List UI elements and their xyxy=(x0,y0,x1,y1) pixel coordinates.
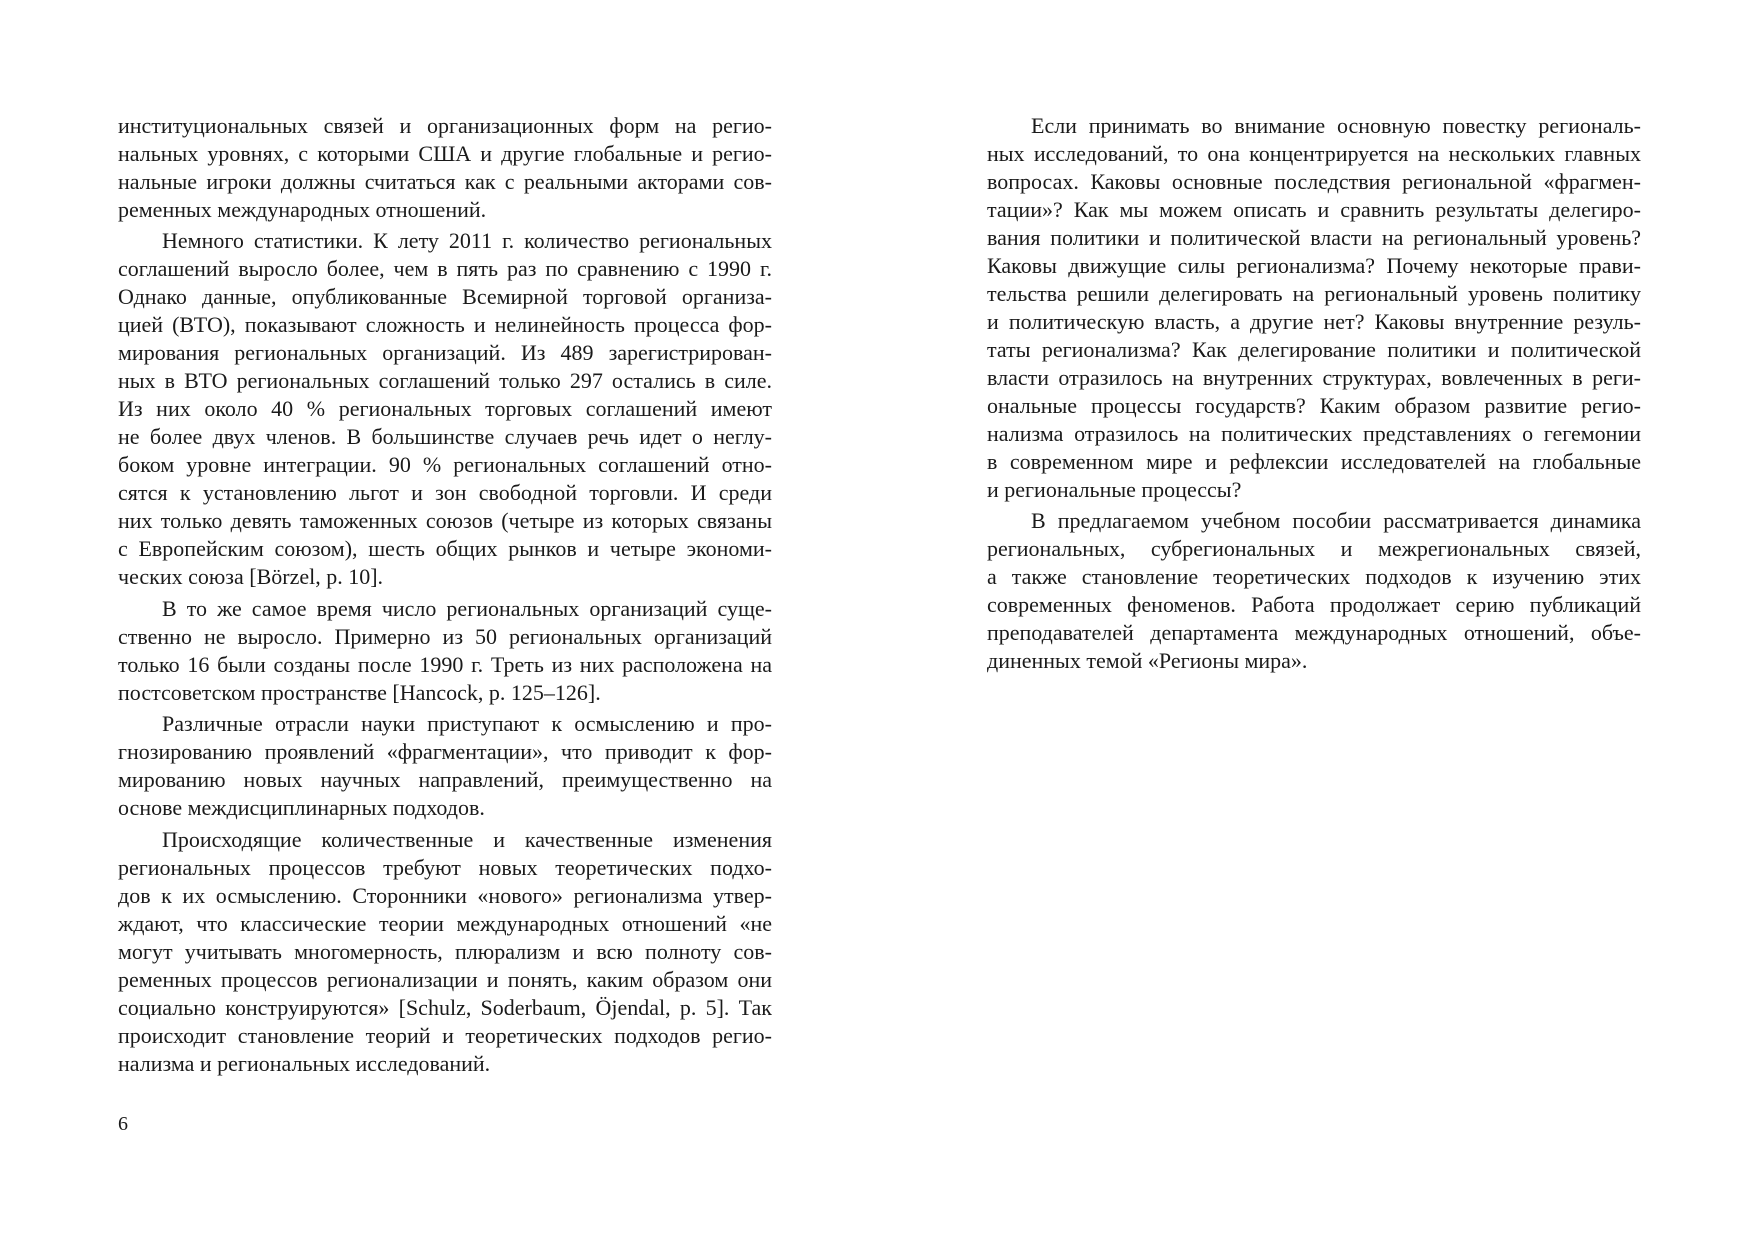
text-line: и региональные процессы? xyxy=(987,477,1242,502)
text-line: нальные игроки должны считаться как с реальными акторами сов- xyxy=(118,169,772,194)
text-line: гнозированию проявлений «фрагментации», что приводит к фор- xyxy=(118,739,772,765)
text-line: Однако данные, опубликованные Всемирной торговой организа- xyxy=(118,284,772,310)
text-line: Из них около 40 % региональных торговых соглашений имеют xyxy=(118,396,772,422)
left-page-text xyxy=(118,112,772,1078)
text-line: тельства решили делегировать на региональный уровень политику xyxy=(987,281,1641,306)
text-line: мированию новых научных направлений, преимущественно на xyxy=(118,767,772,793)
text-line: таты регионализма? Как делегирование политики и политической xyxy=(987,337,1641,362)
text-line: тации»? Как мы можем описать и сравнить результаты делегиро- xyxy=(987,197,1641,222)
text-line: соглашений выросло более, чем в пять раз по сравнению с 1990 г. xyxy=(118,256,772,282)
text-line: происходит становление теорий и теоретических подходов регио- xyxy=(118,1022,772,1048)
page-number: 6 xyxy=(118,1113,128,1135)
text-line: социально конструируются» [Schulz, Soderbaum, Öjendal, p. 5]. Так xyxy=(118,994,772,1020)
text-line: ственно не выросло. Примерно из 50 региональных организаций xyxy=(118,623,772,649)
text-line: Если принимать во внимание основную повестку региональ- xyxy=(1031,113,1641,138)
text-line: мирования региональных организаций. Из 489 зарегистрирован- xyxy=(118,340,772,366)
text-line: могут учитывать многомерность, плюрализм и всю полноту сов- xyxy=(118,938,772,964)
text-line: постсоветском пространстве [Hancock, p. 125–126]. xyxy=(118,679,601,705)
text-line: Немного статистики. К лету 2011 г. количество региональных xyxy=(162,228,772,254)
text-line: ждают, что классические теории международных отношений «не xyxy=(118,910,772,936)
text-line: Каковы движущие силы регионализма? Почему некоторые прави- xyxy=(987,253,1641,278)
text-line: диненных темой «Регионы мира». xyxy=(987,648,1308,674)
text-line: ременных процессов регионализации и понять, каким образом они xyxy=(118,966,772,992)
text-line: ных исследований, то она концентрируется на нескольких главных xyxy=(987,141,1641,166)
text-line: боком уровне интеграции. 90 % региональных соглашений отно- xyxy=(118,452,772,478)
text-line: региональных, субрегиональных и межрегиональных связей, xyxy=(987,536,1641,562)
text-line: Происходящие количественные и качественные изменения xyxy=(162,826,772,852)
text-line: не более двух членов. В большинстве случаев речь идет о неглу- xyxy=(118,424,772,450)
text-line: ных в ВТО региональных соглашений только 297 остались в силе. xyxy=(118,368,772,394)
text-line: нализма и региональных исследований. xyxy=(118,1050,491,1076)
right-page-text xyxy=(987,112,1641,675)
text-line: В то же самое время число региональных организаций суще- xyxy=(162,595,772,621)
text-line: цией (ВТО), показывают сложность и нелинейность процесса фор- xyxy=(118,312,772,338)
text-line: в современном мире и рефлексии исследователей на глобальные xyxy=(987,449,1641,474)
text-line: основе междисциплинарных подходов. xyxy=(118,795,485,821)
text-line: региональных процессов требуют новых теоретических подхо- xyxy=(118,854,772,880)
text-line: них только девять таможенных союзов (четыре из которых связаны xyxy=(118,508,772,534)
text-line: сятся к установлению льгот и зон свободной торговли. И среди xyxy=(118,480,772,506)
text-line: а также становление теоретических подходов к изучению этих xyxy=(987,564,1641,590)
text-line: В предлагаемом учебном пособии рассматривается динамика xyxy=(1031,508,1641,534)
text-line: нальных уровнях, с которыми США и другие глобальные и регио- xyxy=(118,141,772,166)
text-line: институциональных связей и организационных форм на регио- xyxy=(118,113,772,138)
text-line: ческих союза [Börzel, p. 10]. xyxy=(118,564,384,590)
text-line: вопросах. Каковы основные последствия региональной «фрагмен- xyxy=(987,169,1641,194)
text-line: современных феноменов. Работа продолжает серию публикаций xyxy=(987,592,1641,618)
text-line: ременных международных отношений. xyxy=(118,197,487,222)
text-line: ональные процессы государств? Каким образом развитие регио- xyxy=(987,393,1641,418)
text-line: с Европейским союзом), шесть общих рынков и четыре экономи- xyxy=(118,536,772,562)
text-line: дов к их осмыслению. Сторонники «нового» регионализма утвер- xyxy=(118,882,772,908)
text-line: Различные отрасли науки приступают к осмыслению и про- xyxy=(162,711,772,737)
text-line: власти отразилось на внутренних структурах, вовлеченных в реги- xyxy=(987,365,1641,390)
text-line: преподавателей департамента международных отношений, объе- xyxy=(987,620,1641,646)
text-line: нализма отразилось на политических представлениях о гегемонии xyxy=(987,421,1641,446)
text-line: и политическую власть, а другие нет? Каковы внутренние резуль- xyxy=(987,309,1641,334)
text-line: только 16 были созданы после 1990 г. Треть из них расположена на xyxy=(118,651,772,677)
text-line: вания политики и политической власти на региональный уровень? xyxy=(987,225,1641,250)
